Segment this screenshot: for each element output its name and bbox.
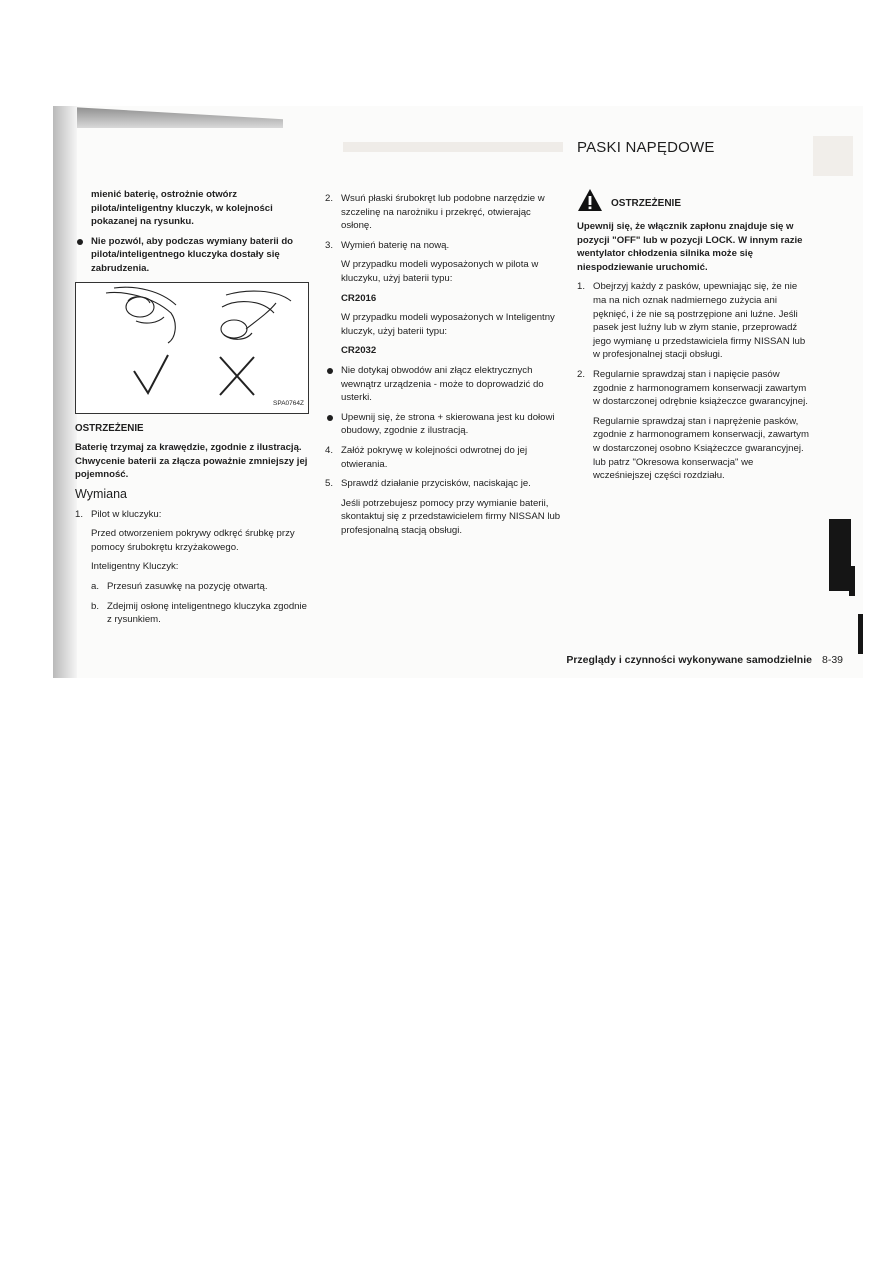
step-text: Wsuń płaski śrubokręt lub podobne narzędzie w szczelinę na narożniku i przekręć, otwierając osłonę. [341, 193, 545, 232]
bullet-item: Nie pozwól, aby podczas wymiany baterii do pilota/inteligentnego kluczyka dostały się zabrudzenia. [75, 235, 310, 276]
step-text: Pilot w kluczyku: [91, 508, 162, 520]
hand-battery-illustration [76, 283, 308, 413]
scanned-manual-page [53, 106, 863, 678]
step-item [577, 280, 809, 362]
page-number: 8-39 [821, 654, 843, 666]
warning-text: Baterię trzymaj za krawędzie, zgodnie z ilustracją. Chwycenie baterii za złącza poważnie zmniejszy jej pojemność. [75, 442, 308, 481]
sub-step-letter: b. [91, 600, 100, 612]
figure-code: SPA0764Z [273, 399, 304, 407]
step-number: 2. [325, 193, 334, 204]
step-text: Regularnie sprawdzaj stan i napięcie pasów zgodnie z harmonogramem konserwacji zawartym w dostarczonej odrębnie książeczce gwarancyjnej. [593, 368, 808, 408]
paragraph: Jeśli potrzebujesz pomocy przy wymianie baterii, skontaktuj się z przedstawicielem firmy NISSAN lub profesjonalną stacją obsługi. [341, 497, 561, 536]
checkmark-icon [134, 355, 168, 393]
step-item [325, 477, 563, 491]
paragraph: W przypadku modeli wyposażonych w Inteligentny kluczyk, użyj baterii typu: [341, 312, 555, 337]
thumb-index-tab [858, 614, 863, 654]
step-text: Obejrzyj każdy z pasków, upewniając się, że nie ma na nich oznak nadmiernego zużycia ani pęknięć, i że nie są postrzępione ani luźne. Jeśli pasek jest luźny lub w złym stanie, przeprowadź jego wymianę u przedstawiciela firmy NISSAN lub w profesjonalnej stacji obsługi. [593, 281, 806, 361]
bullet-item: Nie dotykaj obwodów ani złącz elektrycznych wewnątrz urządzenia - może to doprowadzić do usterki. [325, 364, 563, 405]
step-item [325, 239, 563, 253]
sub-step-text: Przesuń zasuwkę na pozycję otwartą. [107, 580, 268, 592]
cross-icon [220, 357, 254, 395]
sub-step-item [75, 580, 310, 594]
battery-type: CR2032 [341, 345, 377, 357]
hand-edge-grip-icon [106, 287, 176, 343]
step-item [325, 192, 563, 233]
sub-step-letter: a. [91, 580, 100, 592]
paragraph: W przypadku modeli wyposażonych w pilota w kluczyku, użyj baterii typu: [341, 259, 539, 284]
footer-chapter: Przeglądy i czynności wykonywane samodzielnie [566, 654, 812, 666]
step-text: Sprawdź działanie przycisków, naciskając je. [341, 478, 531, 490]
bullet-item: Upewnij się, że strona + skierowana jest ku dołowi obudowy, zgodnie z ilustracją. [325, 411, 563, 438]
warning-title: OSTRZEŻENIE [75, 422, 144, 434]
warning-text: Upewnij się, że włącznik zapłonu znajduje się w pozycji "OFF" lub w pozycji LOCK. W innym razie wentylator chłodzenia silnika może się niespodziewanie uruchomić. [577, 221, 803, 273]
column-2 [325, 192, 563, 543]
paragraph: Inteligentny Kluczyk: [91, 561, 179, 573]
thumb-index-tab [829, 519, 851, 591]
hand-face-grip-icon [221, 291, 291, 339]
paragraph: Przed otworzeniem pokrywy odkręć śrubkę przy pomocy śrubokrętu krzyżakowego. [91, 528, 295, 553]
warning-triangle-icon [577, 188, 603, 212]
step-number: 1. [577, 281, 586, 293]
battery-type: CR2016 [341, 292, 377, 304]
intro-text: mienić baterię, ostrożnie otwórz pilota/inteligentny kluczyk, w kolejności pokazanej na rysunku. [91, 189, 273, 228]
step-number: 1. [75, 508, 84, 520]
subheading: Wymiana [75, 486, 127, 501]
scan-shadow-top [53, 106, 283, 128]
sub-step-text: Zdejmij osłonę inteligentnego kluczyka zgodnie z rysunkiem. [107, 600, 307, 626]
scan-shadow-left [53, 106, 77, 678]
column-1 [75, 188, 310, 633]
warning-title: OSTRZEŻENIE [611, 198, 682, 210]
step-number: 2. [577, 368, 586, 380]
step-item [577, 368, 809, 409]
step-item [75, 508, 310, 522]
thumb-index-tab [849, 566, 855, 596]
bleed-through [343, 142, 563, 152]
step-number: 3. [325, 239, 334, 251]
step-text: Załóż pokrywę w kolejności odwrotnej do jej otwierania. [341, 444, 528, 470]
step-item [325, 444, 563, 471]
bleed-through [813, 136, 853, 176]
column-3 [577, 188, 809, 489]
paragraph: Regularnie sprawdzaj stan i naprężenie pasków, zgodnie z harmonogramem konserwacji, zawartym w dostarczonej osobno Książeczce gwarancyjnej. lub patrz "Okresowa konserwacja" we wcześniejszej części rozdziału. [593, 415, 809, 482]
warning-header [577, 188, 809, 212]
battery-handling-figure [75, 282, 309, 414]
page-footer [483, 654, 843, 666]
sub-step-item [75, 600, 310, 627]
section-title: PASKI NAPĘDOWE [577, 139, 715, 156]
step-number: 5. [325, 478, 334, 490]
step-text: Wymień baterię na nową. [341, 239, 450, 251]
step-number: 4. [325, 444, 334, 456]
